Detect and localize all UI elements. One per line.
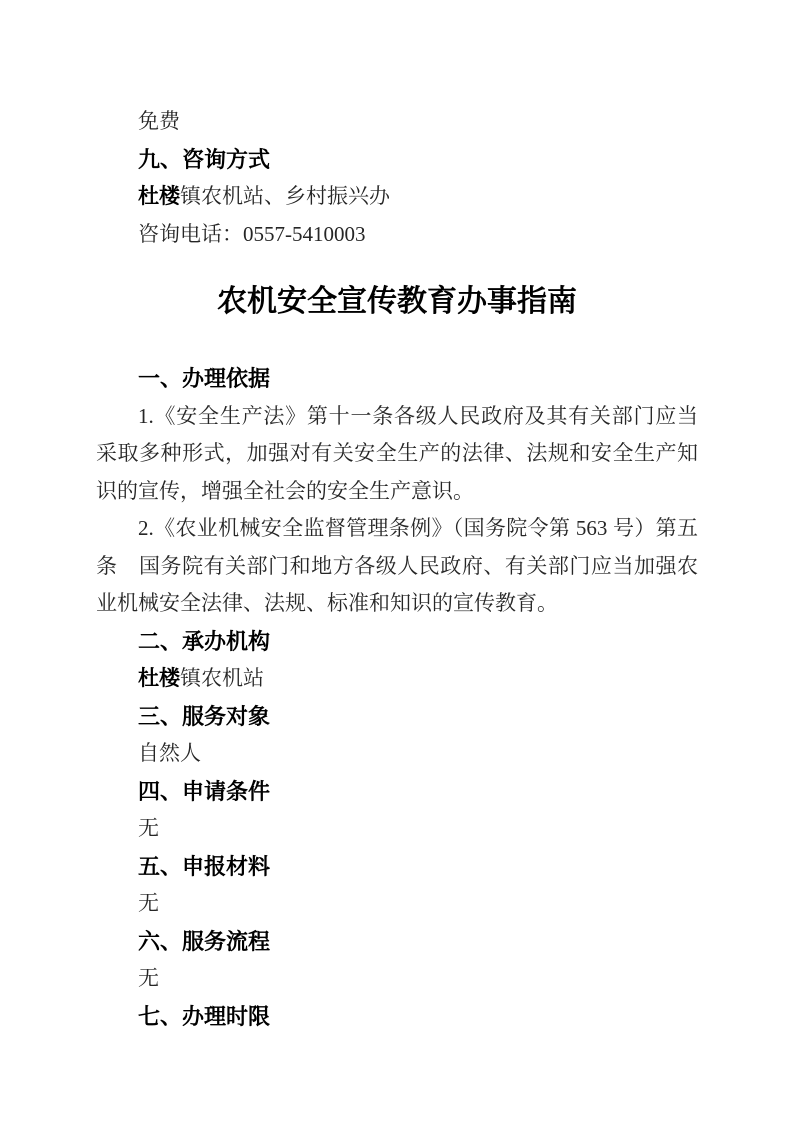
section-4-heading: 四、申请条件 xyxy=(138,778,271,804)
section-9-organization xyxy=(96,178,698,216)
section-3-body: 自然人 xyxy=(138,741,201,765)
section-3-heading: 三、服务对象 xyxy=(138,703,271,729)
org-name-rest: 镇农机站、乡村振兴办 xyxy=(180,184,390,208)
section-1-paragraph-2: 2.《农业机械安全监督管理条例》（国务院令第 563 号）第五条 国务院有关部门和地方各级人民政府、有关部门应当加强农业机械安全法律、法规、标准和知识的宣传教育。 xyxy=(96,516,698,615)
section-9-heading: 九、咨询方式 xyxy=(138,146,271,172)
section-6-body: 无 xyxy=(138,966,159,990)
document-title: 农机安全宣传教育办事指南 xyxy=(217,285,577,318)
section-1-paragraph-1: 1.《安全生产法》第十一条各级人民政府及其有关部门应当采取多种形式，加强对有关安全生产的法律、法规和安全生产知识的宣传，增强全社会的安全生产意识。 xyxy=(96,403,698,503)
section-2-body xyxy=(96,660,698,698)
fee-value: 免费 xyxy=(138,109,180,133)
org-name-bold: 杜楼 xyxy=(138,185,180,208)
section-7-heading: 七、办理时限 xyxy=(138,1003,271,1029)
section-6-heading: 六、服务流程 xyxy=(138,928,271,954)
section-4-body: 无 xyxy=(138,816,159,840)
org-name-rest-2: 镇农机站 xyxy=(180,666,264,690)
section-9-phone: 咨询电话：0557-5410003 xyxy=(138,221,366,246)
document-content xyxy=(96,103,698,1035)
section-5-heading: 五、申报材料 xyxy=(138,853,271,879)
section-2-heading: 二、承办机构 xyxy=(138,628,271,654)
section-1-heading: 一、办理依据 xyxy=(138,366,271,391)
org-name-bold-2: 杜楼 xyxy=(138,667,180,690)
section-5-body: 无 xyxy=(138,891,159,915)
